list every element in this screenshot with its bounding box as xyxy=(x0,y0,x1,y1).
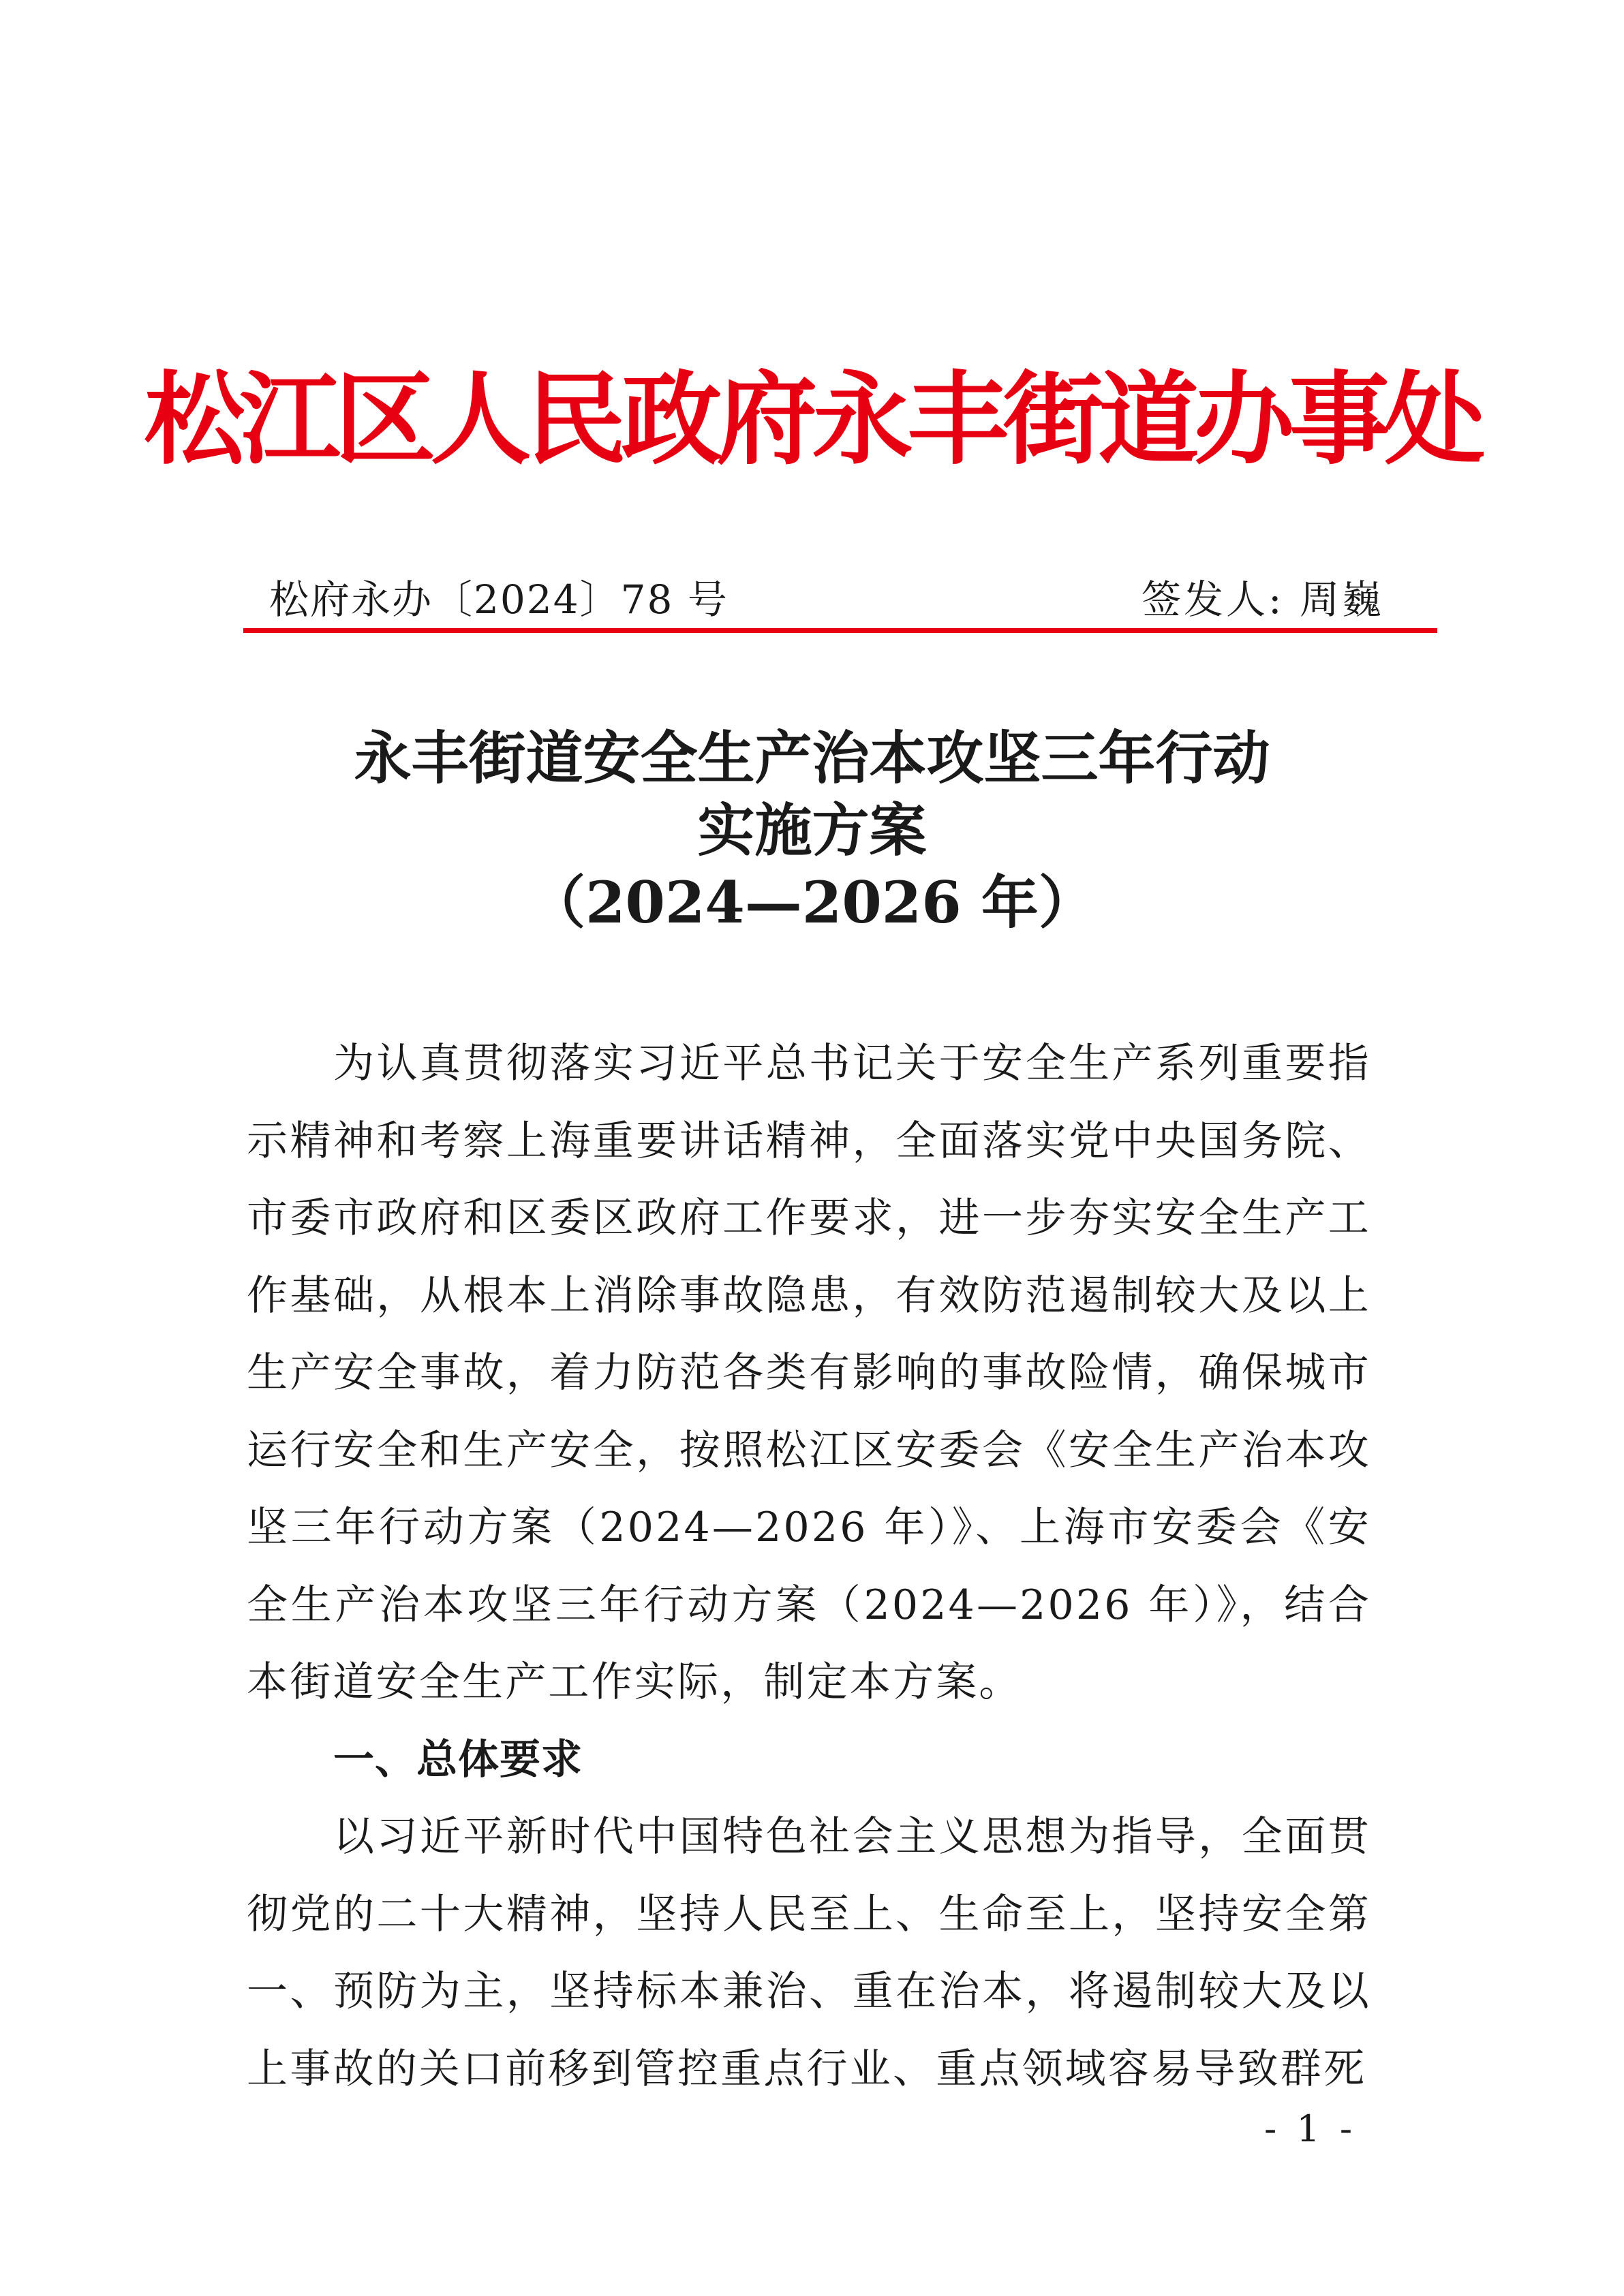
intro-paragraph: 为认真贯彻落实习近平总书记关于安全生产系列重要指示精神和考察上海重要讲话精神，全面落实党中央国务院、市委市政府和区委区政府工作要求，进一步夯实安全生产工作基础，从根本上消除事故隐患，有效防范遏制较大及以上生产安全事故，着力防范各类有影响的事故险情，确保城市运行安全和生产安全，按照松江区安委会《安全生产治本攻坚三年行动方案（2024—2026 年）》、上海市安委会《安全生产治本攻坚三年行动方案（2024—2026 年）》，结合本街道安全生产工作实际，制定本方案。 xyxy=(247,1040,1371,1706)
red-separator-line xyxy=(243,628,1437,633)
section-1-paragraph: 以习近平新时代中国特色社会主义思想为指导，全面贯彻党的二十大精神，坚持人民至上、生命至上，坚持安全第一、预防为主，坚持标本兼治、重在治本，将遏制较大及以上事故的关口前移到管控重点行业、重点领域容易导致群死 xyxy=(247,1813,1371,2093)
section-heading-general-requirements: 一、总体要求 xyxy=(333,1735,583,1784)
document-number: 松府永办〔2024〕78 号 xyxy=(269,576,729,623)
title-line-2: 实施方案 xyxy=(697,796,927,864)
title-line-1: 永丰街道安全生产治本攻坚三年行动 xyxy=(354,724,1270,792)
title-line-3: （2024—2026 年） xyxy=(528,869,1096,936)
document-body xyxy=(247,1025,1371,2108)
page-number: - 1 - xyxy=(1264,2107,1357,2150)
document-title xyxy=(0,722,1624,939)
signer: 签发人: 周巍 xyxy=(1142,576,1384,623)
letterhead-issuer: 松江区人民政府永丰街道办事处 xyxy=(144,360,1480,478)
